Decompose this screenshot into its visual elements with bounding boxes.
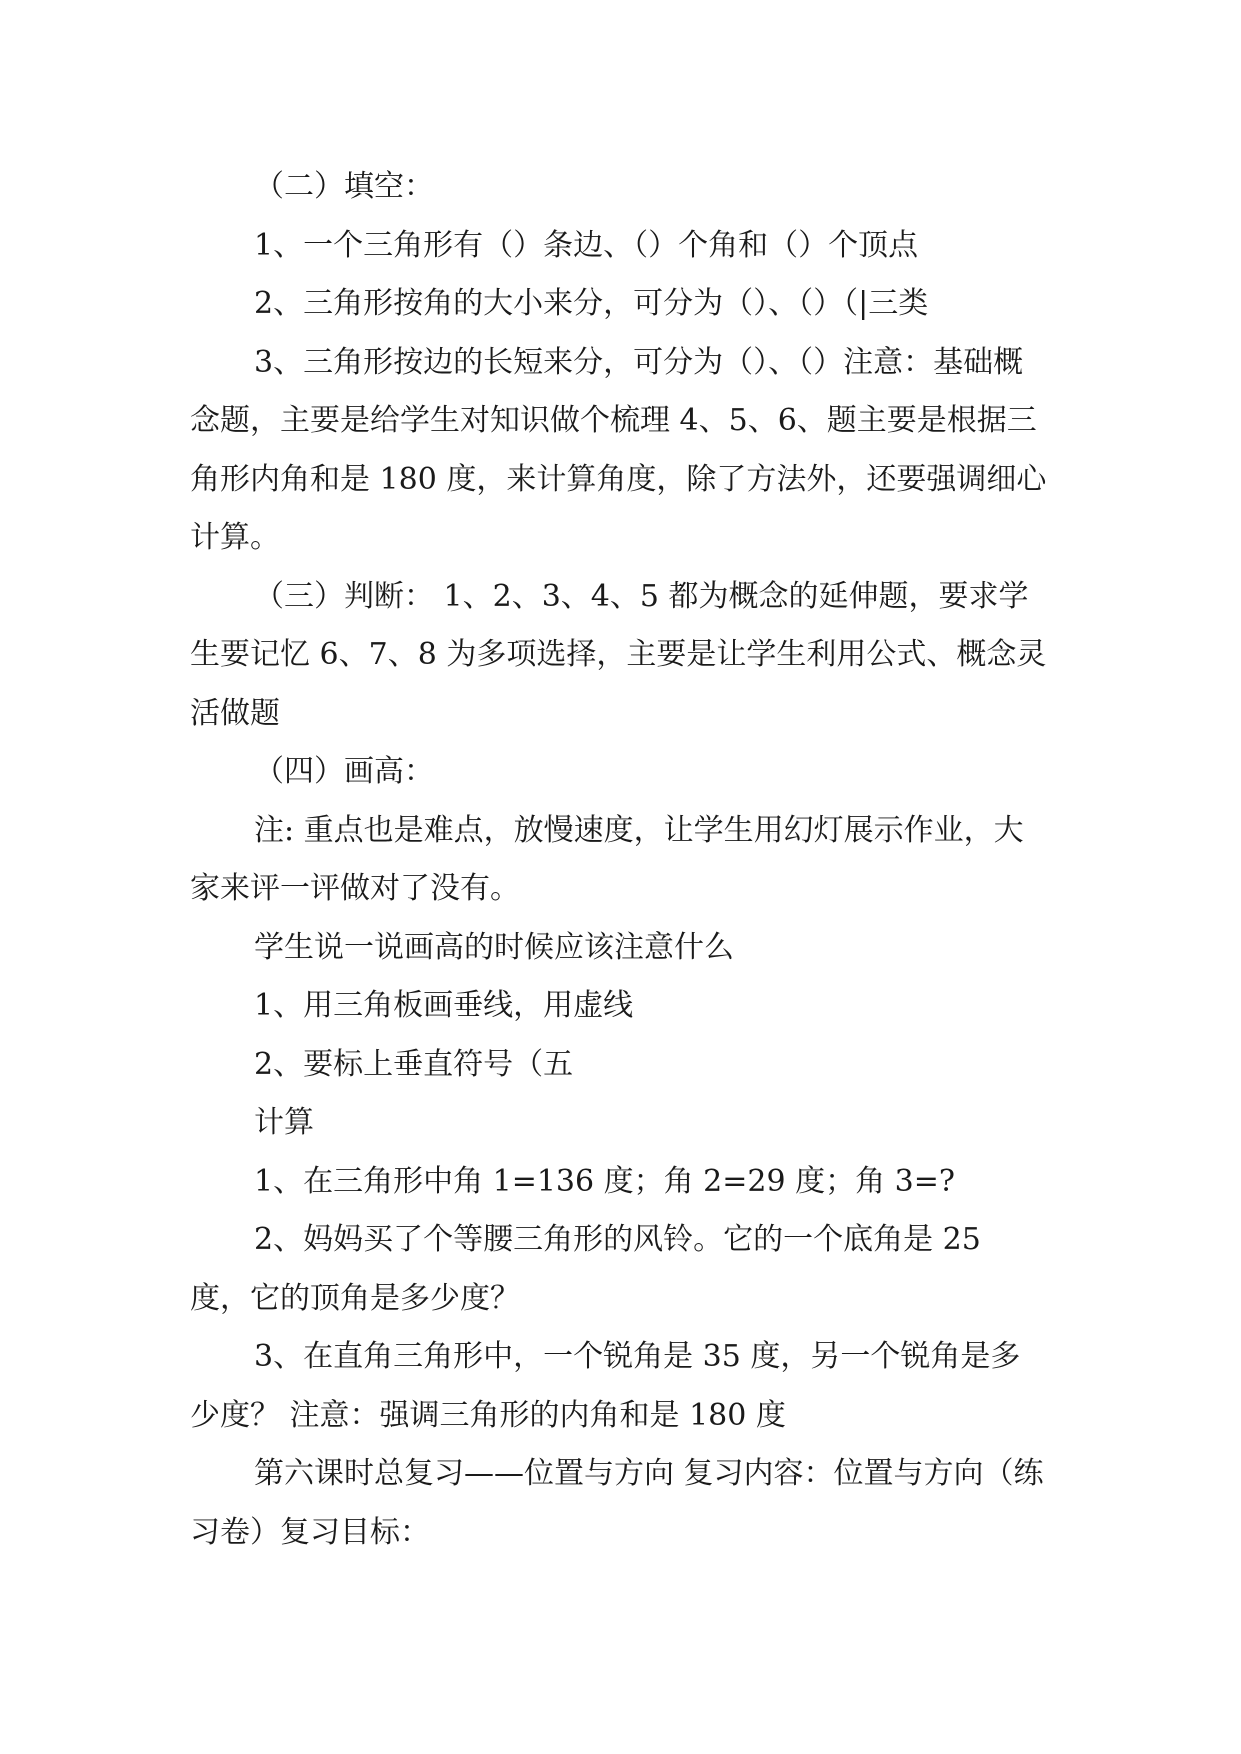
section-heading-draw-height: （四）画高： [254,754,434,789]
document-body [190,158,1050,1562]
section-heading-fill-blank: （二）填空： [254,169,434,204]
body-paragraph: 学生说一说画高的时候应该注意什么 [254,929,734,965]
section-heading-judge: （三）判断： 1、2、3、4、5 都为概念的延伸题，要求学生要记忆 6、7、8 为多项选择，主要是让学生利用公式、概念灵活做题 [190,578,1047,731]
lesson-heading-paragraph: 第六课时总复习——位置与方向 复习内容：位置与方向（练习卷）复习目标： [190,1456,1044,1550]
list-item: 1、用三角板画垂线，用虚线 [254,988,634,1023]
section-heading-calculate: 计算 [254,1105,314,1140]
question-paragraph: 3、三角形按边的长短来分，可分为（）、（）注意：基础概念题，主要是给学生对知识做个梳理 4、5、6、题主要是根据三角形内角和是 180 度，来计算角度，除了方法外，还要强调细心计算。 [190,344,1047,555]
note-paragraph: 注: 重点也是难点，放慢速度，让学生用幻灯展示作业，大家来评一评做对了没有。 [190,812,1024,906]
question-paragraph: 3、在直角三角形中，一个锐角是 35 度，另一个锐角是多少度？ 注意：强调三角形的内角和是 180 度 [190,1339,1021,1433]
question-paragraph: 2、三角形按角的大小来分，可分为（）、（）（|三类 [254,286,929,321]
question-paragraph: 1、一个三角形有（）条边、（）个角和（）个顶点 [254,227,919,263]
question-paragraph: 2、妈妈买了个等腰三角形的风铃。它的一个底角是 25 度，它的顶角是多少度？ [190,1222,981,1316]
question-paragraph: 1、在三角形中角 1=136 度；角 2=29 度；角 3=? [254,1163,955,1199]
list-item: 2、要标上垂直符号（五 [254,1046,574,1082]
